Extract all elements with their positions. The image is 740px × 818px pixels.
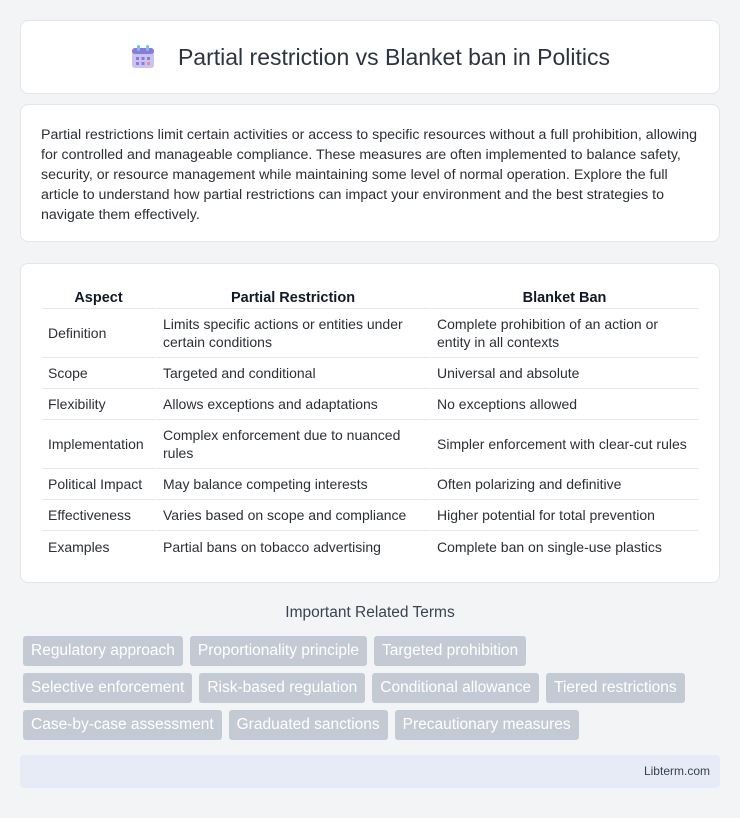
- tag-proportionality-principle[interactable]: Proportionality principle: [190, 636, 367, 666]
- row-aspect: Flexibility: [42, 389, 155, 420]
- row-aspect: Political Impact: [42, 469, 155, 500]
- intro-text: Partial restrictions limit certain activities or access to specific resources without a full prohibition, allowing for controlled and manageable compliance. These measures are often implemented to balance safety, security, or resource management while maintaining some level of normal operation. Explore the full article to understand how partial restrictions can impact your environment and the best strategies to navigate them effectively.: [41, 127, 698, 223]
- row-aspect: Scope: [42, 358, 155, 389]
- tag-row: [23, 673, 723, 703]
- row-blanket: Universal and absolute: [429, 358, 698, 389]
- related-terms-title: Important Related Terms: [285, 604, 455, 621]
- footer-site-link[interactable]: Libterm.com: [643, 764, 710, 778]
- row-aspect: Implementation: [42, 420, 155, 469]
- footer: [20, 755, 720, 788]
- table-row: [42, 309, 698, 358]
- tag-regulatory-approach[interactable]: Regulatory approach: [23, 636, 183, 666]
- tag-graduated-sanctions[interactable]: Graduated sanctions: [229, 710, 388, 740]
- calendar-icon: [130, 44, 156, 70]
- row-blanket: Complete prohibition of an action or entity in all contexts: [429, 309, 698, 358]
- tag-case-by-case-assessment[interactable]: Case-by-case assessment: [23, 710, 222, 740]
- header-aspect: Aspect: [42, 285, 155, 309]
- row-partial: Allows exceptions and adaptations: [155, 389, 429, 420]
- row-partial: Complex enforcement due to nuanced rules: [155, 420, 429, 469]
- comparison-table: [42, 285, 698, 562]
- table-row: [42, 358, 698, 389]
- tag-tiered-restrictions[interactable]: Tiered restrictions: [546, 673, 685, 703]
- table-row: [42, 469, 698, 500]
- table-row: [42, 500, 698, 531]
- row-aspect: Examples: [48, 538, 110, 555]
- tag-risk-based-regulation[interactable]: Risk-based regulation: [199, 673, 365, 703]
- header-partial-restriction: Partial Restriction: [155, 285, 429, 309]
- row-partial: May balance competing interests: [155, 469, 429, 500]
- page-title: Partial restriction vs Blanket ban in Politics: [177, 43, 611, 70]
- intro-card: [20, 104, 720, 242]
- tag-row: [23, 710, 723, 740]
- table-header-row: [42, 285, 698, 309]
- related-terms-tags: [23, 636, 723, 747]
- tag-precautionary-measures[interactable]: Precautionary measures: [395, 710, 579, 740]
- row-aspect: Definition: [42, 309, 155, 358]
- tag-selective-enforcement[interactable]: Selective enforcement: [23, 673, 192, 703]
- row-blanket: No exceptions allowed: [429, 389, 698, 420]
- tag-row: [23, 636, 723, 666]
- row-partial: Partial bans on tobacco advertising: [155, 531, 429, 562]
- table-row: [42, 389, 698, 420]
- row-partial: Targeted and conditional: [155, 358, 429, 389]
- table-row: [42, 420, 698, 469]
- row-aspect: Effectiveness: [42, 500, 155, 531]
- row-partial: Limits specific actions or entities under certain conditions: [155, 309, 429, 358]
- row-partial: Varies based on scope and compliance: [155, 500, 429, 531]
- table-row: [42, 531, 698, 562]
- header-blanket-ban: Blanket Ban: [429, 285, 698, 309]
- row-blanket: Complete ban on single-use plastics: [429, 531, 698, 562]
- row-blanket: Higher potential for total prevention: [429, 500, 698, 531]
- title-card: [20, 20, 720, 94]
- tag-conditional-allowance[interactable]: Conditional allowance: [372, 673, 539, 703]
- row-blanket: Simpler enforcement with clear-cut rules: [429, 420, 698, 469]
- tag-targeted-prohibition[interactable]: Targeted prohibition: [374, 636, 526, 666]
- comparison-card: [20, 263, 720, 583]
- row-blanket: Often polarizing and definitive: [429, 469, 698, 500]
